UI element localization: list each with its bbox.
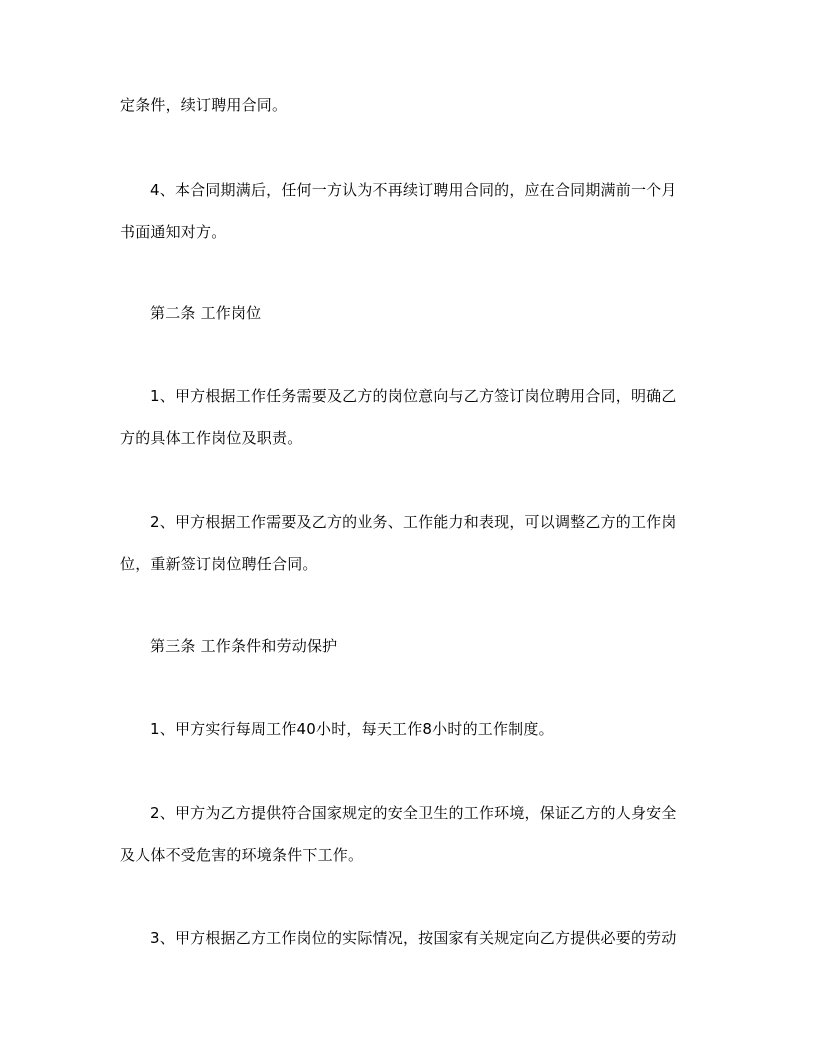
paragraph-line: 定条件，续订聘用合同。 bbox=[120, 96, 288, 114]
paragraph-line: 方的具体工作岗位及职责。 bbox=[120, 429, 303, 447]
paragraph-line: 1、甲方根据工作任务需要及乙方的岗位意向与乙方签订岗位聘用合同，明确乙 bbox=[150, 387, 677, 405]
section-heading: 第二条 工作岗位 bbox=[150, 304, 262, 322]
paragraph-line: 书面通知对方。 bbox=[120, 223, 227, 241]
paragraph-line: 2、甲方根据工作需要及乙方的业务、工作能力和表现，可以调整乙方的工作岗 bbox=[150, 513, 677, 531]
paragraph-line: 1、甲方实行每周工作40小时，每天工作8小时的工作制度。 bbox=[150, 720, 554, 738]
paragraph-line: 及人体不受危害的环境条件下工作。 bbox=[120, 846, 364, 864]
section-heading: 第三条 工作条件和劳动保护 bbox=[150, 637, 338, 655]
paragraph-line: 4、本合同期满后，任何一方认为不再续订聘用合同的，应在合同期满前一个月 bbox=[150, 181, 677, 199]
paragraph-line: 3、甲方根据乙方工作岗位的实际情况，按国家有关规定向乙方提供必要的劳动 bbox=[150, 929, 677, 947]
paragraph-line: 位，重新签订岗位聘任合同。 bbox=[120, 555, 318, 573]
paragraph-line: 2、甲方为乙方提供符合国家规定的安全卫生的工作环境，保证乙方的人身安全 bbox=[150, 804, 677, 822]
